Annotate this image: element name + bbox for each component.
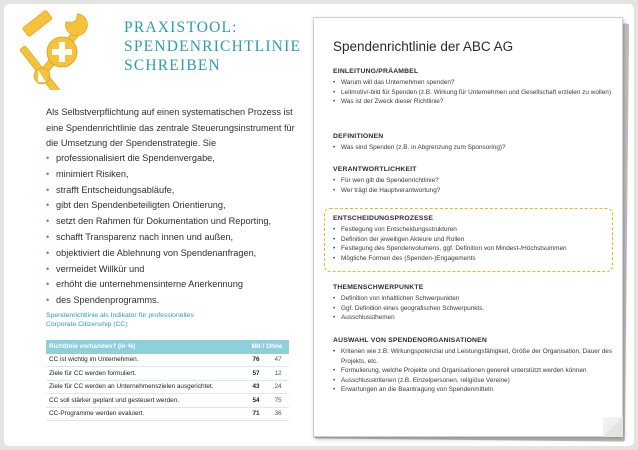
row-label: CC ist wichtig im Unternehmen. [49,356,139,364]
section-heading: ENTSCHEIDUNGSPROZESSE [333,215,434,222]
section-heading: EINLEITUNG/PRÄAMBEL [333,68,419,75]
list-item: • Erwartungen an die Beantragung von Spendenmitteln [333,385,615,395]
row-mit: 57 [252,369,260,377]
section-responsibility [333,165,615,195]
table-row [46,354,289,368]
list-item: • Mögliche Formen des (Spenden-)Engagements [333,254,615,264]
continuation-text: des Spendenprogramms. [56,295,160,306]
section-definitions [333,132,615,153]
caption-line-2: Corporate Citizenship (CC) [46,321,128,328]
document-title: Spendenrichtlinie der ABC AG [333,39,514,54]
list-item: • professionalisiert die Spendenvergabe, [46,151,306,167]
page-fold [603,417,623,437]
header-columns: Mit / Ohne [251,343,283,351]
list-item: • objektiviert die Ablehnung von Spendenanfragen, [46,246,306,262]
list-item: • Was ist der Zweck dieser Richtlinie? [333,97,615,107]
list-item: • Ggf. Definition eines geografischen Schwerpunkts. [333,304,615,314]
row-ohne: 24 [274,383,282,391]
table-row [46,367,289,381]
list-item: • schafft Transparenz nach innen und außen, [46,230,306,246]
list-item: • erhöht die unternehmensinterne Anerkennung [46,277,306,293]
row-ohne: 36 [274,410,282,418]
title-line-2: SPENDENRICHTLINIE [124,38,302,55]
list-item: • Leitmotiv/-bild für Spenden (z.B. Wirkung für Unternehmen und Gesellschaft erzielen zu wollen) [333,88,615,98]
list-item: • minimiert Risiken, [46,167,306,183]
header-label: Richtlinie vorhanden? (in %) [49,343,136,351]
caption-line-1: Spendenrichtlinie als Indikator für professionelles [46,312,194,319]
list-item: • strafft Entscheidungsabläufe, [46,183,306,199]
table-row [46,408,289,422]
list-item: • Ausschlussthemen [333,313,615,323]
list-item: • Kriterien wie z.B. Wirkungspotenzial und Leistungsfähigkeit, Größe der Organisation, Dauer des Projekts, etc. [333,347,615,366]
list-item: • Formulierung, welche Projekte und Organisationen generell unterstützt werden können [333,366,615,376]
list-item: • Ausschlusskriterien (z.B. Einzelpersonen, religiöse Vereine) [333,376,615,386]
list-item: • Wer trägt die Hauptverantwortung? [333,186,615,196]
table-row [46,394,289,408]
page-title [124,18,301,75]
list-item: • Für wen gilt die Spendenrichtlinie? [333,176,615,186]
benefits-list [46,151,306,309]
row-label: CC-Programme werden evaluiert. [49,410,145,418]
list-item: • Festlegung des Spendenvolumens, ggf. Definition von Mindest-/Höchstsummen [333,244,615,254]
section-organisation-selection [333,336,615,395]
section-introduction [333,67,615,107]
table-row [46,381,289,395]
section-decision-processes [333,214,615,263]
list-item: • Festlegung von Entscheidungsstrukturen [333,225,615,235]
row-ohne: 47 [274,356,282,364]
section-heading: AUSWAHL VON SPENDENORGANISATIONEN [333,337,488,344]
row-ohne: 75 [274,396,282,404]
section-heading: VERANTWORTLICHKEIT [333,166,417,173]
cc-stats-table [46,340,289,421]
title-line-3: SCHREIBEN [124,57,221,74]
list-item: • gibt den Spendenbeteiligten Orientierung, [46,198,306,214]
list-item: • vermeidet Willkür und [46,262,306,278]
list-item: • setzt den Rahmen für Dokumentation und Reporting, [46,214,306,230]
list-item-continuation [46,293,306,309]
table-caption [46,311,286,329]
list-item: • Was sind Spenden (z.B. in Abgrenzung zum Sponsoring)? [333,143,615,153]
policy-document [313,17,623,437]
list-item: • Definition der jeweiligen Akteure und Rollen [333,235,615,245]
intro-text: Als Selbstverpflichtung auf einen systematischen Prozess ist eine Spendenrichtlinie das zentrale Steuerungsinstrument für die Umsetzung der Spendenstrategie. Sie [46,107,295,148]
list-item: • Warum will das Unternehmen spenden? [333,78,615,88]
row-mit: 76 [252,356,260,364]
list-item: • Definition von inhaltlichen Schwerpunkten [333,294,615,304]
row-label: Ziele für CC werden formuliert. [49,369,137,377]
row-label: CC soll stärker geplant und gesteuert werden. [49,396,180,404]
row-ohne: 12 [274,369,282,377]
section-focus-topics [333,283,615,323]
title-line-1: PRAXISTOOL: [124,19,238,36]
section-heading: THEMENSCHWERPUNKTE [333,284,424,291]
row-mit: 71 [252,410,260,418]
section-heading: DEFINITIONEN [333,133,384,140]
tools-plus-icon [18,10,108,90]
row-mit: 54 [252,396,260,404]
row-mit: 43 [252,383,260,391]
table-header [46,340,289,354]
row-label: Ziele für CC werden an Unternehmenszielen ausgerichtet. [49,383,214,391]
